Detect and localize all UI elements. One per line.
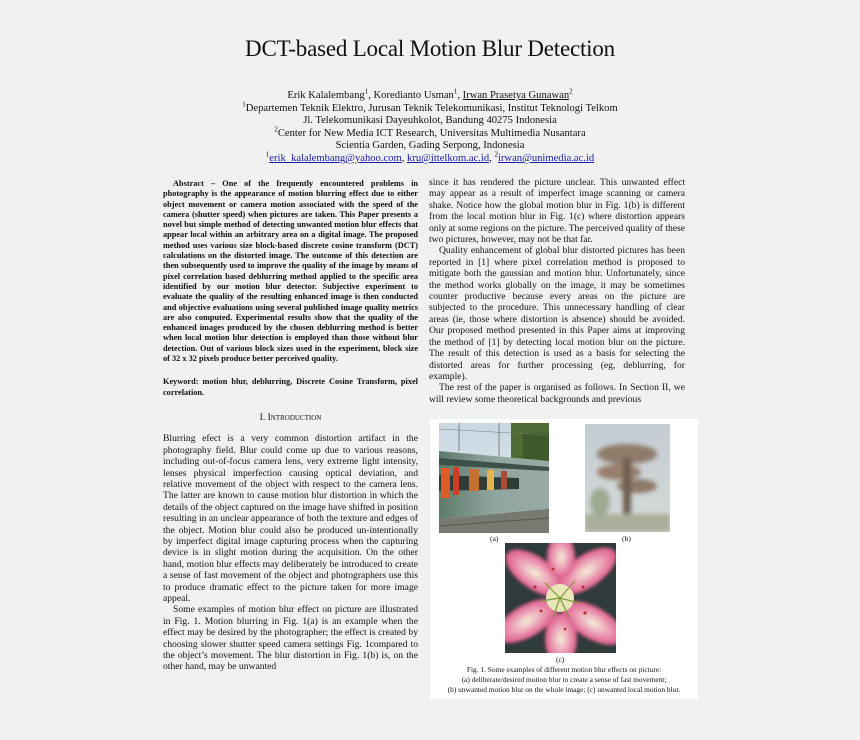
affiliation-superscript: 2 [274, 125, 278, 134]
paper-title: DCT-based Local Motion Blur Detection [245, 36, 615, 61]
email-separator: , [489, 152, 495, 164]
author-name: Irwan Prasetya Gunawan [462, 90, 570, 101]
affiliation-line [0, 100, 860, 116]
body-paragraph: Blurring efect is a very common distortion artifact in the photography field. Blur could come up due to various reasons, including out-of-focus camera lens, very extreme light intensity, lenses physical imperfection causing optical deviation, and relative movement of the object with respect to the camera lens. The latter are known to cause motion blur distortion in which the details of the object captured on the image have shifted in position resulting in an unclear appearance of both the texture and edges of the object. Motion blur could also be produced un-intentionally by imperfect digital image capturing process when the capturing device is in slight motion during the acquisition. On the other hand, motion blur effects may deliberately be introduced to create a sense of fast movement of the object and photographers use this to produce dramatic effect to the picture taken for more image appeal. [163, 433, 418, 605]
author-superscript: 1 [453, 87, 458, 96]
affiliation-text: Departemen Teknik Elektro, Jurusan Teknik Telekomunikasi, Institut Teknologi Telkom [245, 102, 618, 114]
caption-line: (b) unwanted motion blur on the whole image; (c) unwanted local motion blur. [447, 685, 681, 694]
affiliation-superscript: 1 [242, 100, 246, 109]
author-block [0, 87, 860, 166]
author-separator: , [368, 90, 374, 101]
body-paragraph: The rest of the paper is organised as follows. In Section II, we will review some theoretical backgrounds and previous [429, 382, 685, 405]
body-paragraph: Some examples of motion blur effect on picture are illustrated in Fig. 1. Motion blurring in Fig. 1(a) is an example when the effect may be desired by the photographer; the effect is created by choosing slower shutter speed camera settings Fig. 1compared to the object’s movement. The blur distortion in Fig. 1(b) is, on the other hand, may be unwanted [163, 604, 418, 673]
author-separator: , [457, 90, 463, 101]
blurred-tree-image [585, 424, 670, 532]
email-link[interactable]: irwan@unimedia.ac.id [497, 152, 595, 164]
email-line [0, 150, 860, 166]
email-link[interactable]: erik_kalalembang@yahoo.com [269, 152, 402, 164]
section-heading: I. Introduction [259, 411, 322, 423]
body-paragraph: since it has rendered the picture unclear. This unwanted effect may appear as a result of imperfect image scanning or camera shake. Notice how the global motion blur in Fig. 1(b) is different from the local motion blur in Fig. 1(c) where distortion appears only at some regions on the picture. The perceived quality of these two pictures, however, may not be that far. [429, 177, 685, 246]
abstract: Abstract – One of the frequently encountered problems in photography is the appearance of motion blurring effect due to either object movement or camera motion associated with the speed of the camera (shutter speed) when pictures are taken. This Paper presents a novel but simple method of detecting unwanted motion blur effects that appear local within an arbitrary area on a digital image. The proposed method uses various size block-based discrete cosine transform (DCT) calculations on the distorted image. The outcome of this detection are then subsequently used to improve the quality of the image by means of pixel correlation based deblurring method applied to the specific area identified by our motion blur detector. Subjective experiment to evaluate the quality of the resulting enhanced image is then conducted and objective evaluations using several published image quality metrics are also computed. Experimental results show that the quality of the enhanced images produced by the chosen deblurring method is better when local motion blur detection is employed than those without blur detection. Out of various block sizes used in the experiment, block size of 32 x 32 pixels produce better perceived quality. [163, 179, 418, 364]
author-name: Erik Kalalembang [287, 90, 365, 101]
caption-line: Fig. 1. Some examples of different motion blur effects on picture: [466, 665, 662, 674]
right-column [429, 177, 685, 405]
affiliation-line [0, 125, 860, 141]
author-superscript: 2 [569, 87, 573, 96]
caption-line: (a) deliberate/desired motion blur to create a sense of fast movement; [461, 675, 667, 684]
body-paragraph: Quality enhancement of global blur distorted pictures has been reported in [1] where pixel correlation method is proposed to mitigate both the gaussian and motion blur. Unfortunately, since the method works globally on the image, it may be sometimes counter productive because every areas on the picture are subjected to the procedure. This unnecessary handling of clear areas (ie, those where distortion is absence) should be avoided. Our proposed method presented in this Paper aims at improving the method of [1] by detecting local motion blur on the picture. The result of this detection is used as a basis for selecting the distorted areas for further processing (eg, deblurring, for example). [429, 245, 685, 382]
affiliation-line: Jl. Telekomunikasi Dayeuhkolot, Bandung 40275 Indonesia [303, 115, 557, 127]
subfigure-label: (c) [556, 655, 565, 664]
figure-caption [430, 665, 698, 695]
left-column [163, 179, 418, 673]
author-superscript: 1 [364, 87, 369, 96]
email-link[interactable]: kru@ittelkom.ac.id [407, 152, 490, 164]
subfigure-label: (b) [622, 534, 631, 543]
affiliation-line: Scientia Garden, Gading Serpong, Indonesia [335, 140, 525, 152]
email-separator: , [401, 152, 408, 164]
email-superscript: 2 [494, 150, 498, 159]
author-name: Koredianto Usman [373, 90, 454, 101]
affiliation-text: Center for New Media ICT Research, Universitas Multimedia Nusantara [277, 127, 586, 139]
subfigure-label: (a) [490, 534, 499, 543]
lily-local-blur-image [505, 543, 616, 653]
train-motion-blur-image [439, 423, 549, 533]
author-line [0, 87, 860, 103]
figure-1 [430, 419, 698, 699]
email-superscript: 1 [265, 150, 270, 159]
keywords: Keyword: motion blur, deblurring, Discrete Cosine Transform, pixel correlation. [163, 377, 418, 397]
